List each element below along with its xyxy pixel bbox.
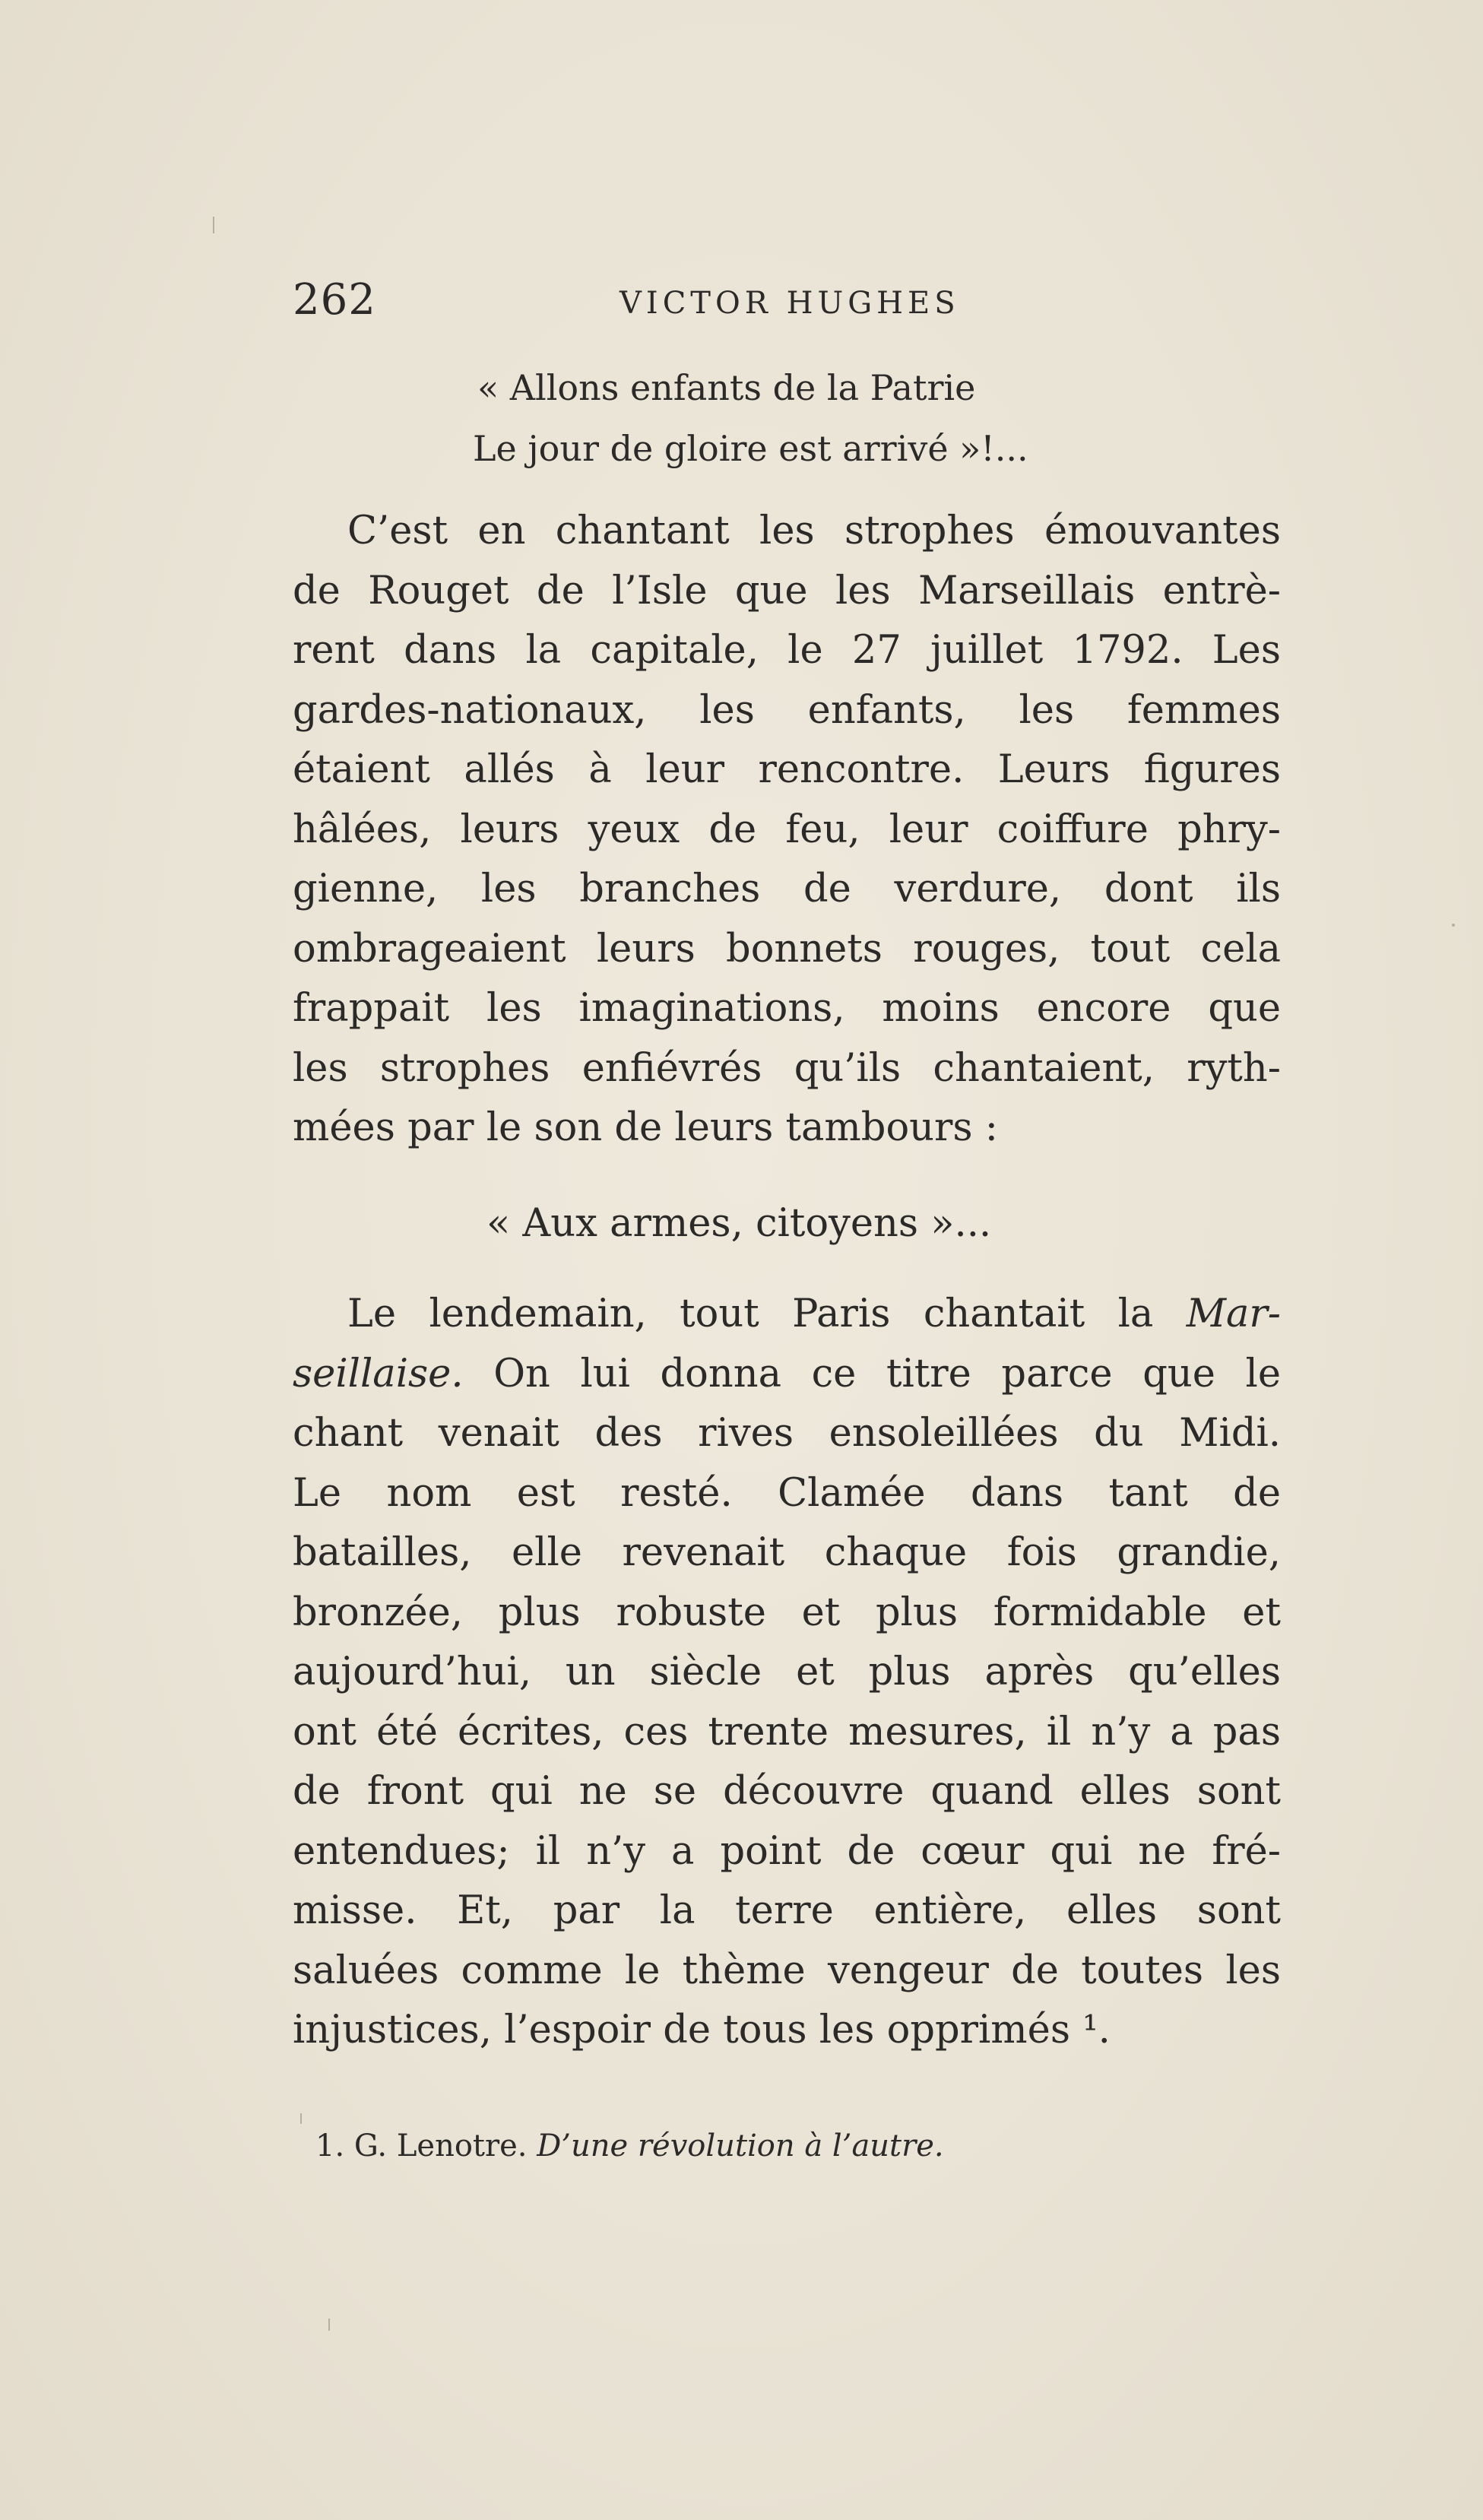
- paper-speck: [328, 2319, 330, 2331]
- paragraph-line: les strophes enfiévrés qu’ils chantaient, ryth-: [293, 1045, 1281, 1091]
- paragraph-line: misse. Et, par la terre entière, elles sont: [293, 1888, 1281, 1933]
- footnote: [315, 2129, 944, 2163]
- verse-line-1: « Allons enfants de la Patrie: [477, 367, 976, 408]
- paragraph-line: gienne, les branches de verdure, dont ils: [293, 867, 1281, 911]
- paragraph-line: entendues; il n’y a point de cœur qui ne fré-: [293, 1828, 1281, 1874]
- paragraph-line: batailles, elle revenait chaque fois grandie,: [293, 1530, 1281, 1575]
- running-head: VICTOR HUGHES: [620, 286, 960, 321]
- paragraph-text: On lui donna ce titre parce que le: [463, 1351, 1281, 1396]
- paragraph-line: [293, 1285, 1281, 1345]
- paragraph-line: injustices, l’espoir de tous les opprimés ¹.: [293, 2008, 1111, 2052]
- paper-speck: [1452, 924, 1455, 927]
- paragraph-line: étaient allés à leur rencontre. Leurs figures: [293, 747, 1281, 792]
- paragraph-line: aujourd’hui, un siècle et plus après qu’elles: [293, 1650, 1281, 1694]
- paragraph-line: C’est en chantant les strophes émouvantes: [347, 509, 1281, 553]
- paragraph-line: rent dans la capitale, le 27 juillet 1792. Les: [293, 628, 1281, 673]
- italic-text: Mar-: [1186, 1292, 1281, 1336]
- footnote-title: D’une révolution à l’autre.: [537, 2129, 944, 2163]
- verse-middle: « Aux armes, citoyens »...: [486, 1201, 992, 1246]
- paragraph-line: mées par le son de leurs tambours :: [293, 1105, 998, 1150]
- paper-speck: [213, 217, 214, 233]
- paper-speck: [300, 2113, 302, 2124]
- paragraph-line: de Rouget de l’Isle que les Marseillais entrè-: [293, 568, 1281, 613]
- verse-line-2: Le jour de gloire est arrivé »!...: [473, 428, 1028, 469]
- paragraph-1: [293, 502, 1281, 1159]
- paragraph-line: de front qui ne se découvre quand elles sont: [293, 1769, 1281, 1814]
- paragraph-text: Le lendemain, tout Paris chantait la: [347, 1292, 1187, 1336]
- paragraph-line: bronzée, plus robuste et plus formidable et: [293, 1590, 1281, 1635]
- footnote-text: 1. G. Lenotre.: [315, 2129, 537, 2163]
- page-header: [293, 275, 1281, 328]
- paragraph-2: [293, 1285, 1281, 2061]
- paragraph-line: gardes-nationaux, les enfants, les femmes: [293, 687, 1281, 733]
- page-number: 262: [293, 275, 376, 325]
- italic-text: seillaise.: [293, 1351, 464, 1396]
- paragraph-line: hâlées, leurs yeux de feu, leur coiffure phry-: [293, 807, 1281, 852]
- paragraph-line: saluées comme le thème vengeur de toutes les: [293, 1948, 1281, 1993]
- paragraph-line: frappait les imaginations, moins encore que: [293, 986, 1281, 1031]
- paragraph-line: ombrageaient leurs bonnets rouges, tout cela: [293, 926, 1281, 972]
- paragraph-line: Le nom est resté. Clamée dans tant de: [293, 1470, 1281, 1516]
- paragraph-line: ont été écrites, ces trente mesures, il n’y a pas: [293, 1709, 1281, 1754]
- paragraph-line: chant venait des rives ensoleillées du Midi.: [293, 1411, 1281, 1456]
- paragraph-line: [293, 1345, 1281, 1405]
